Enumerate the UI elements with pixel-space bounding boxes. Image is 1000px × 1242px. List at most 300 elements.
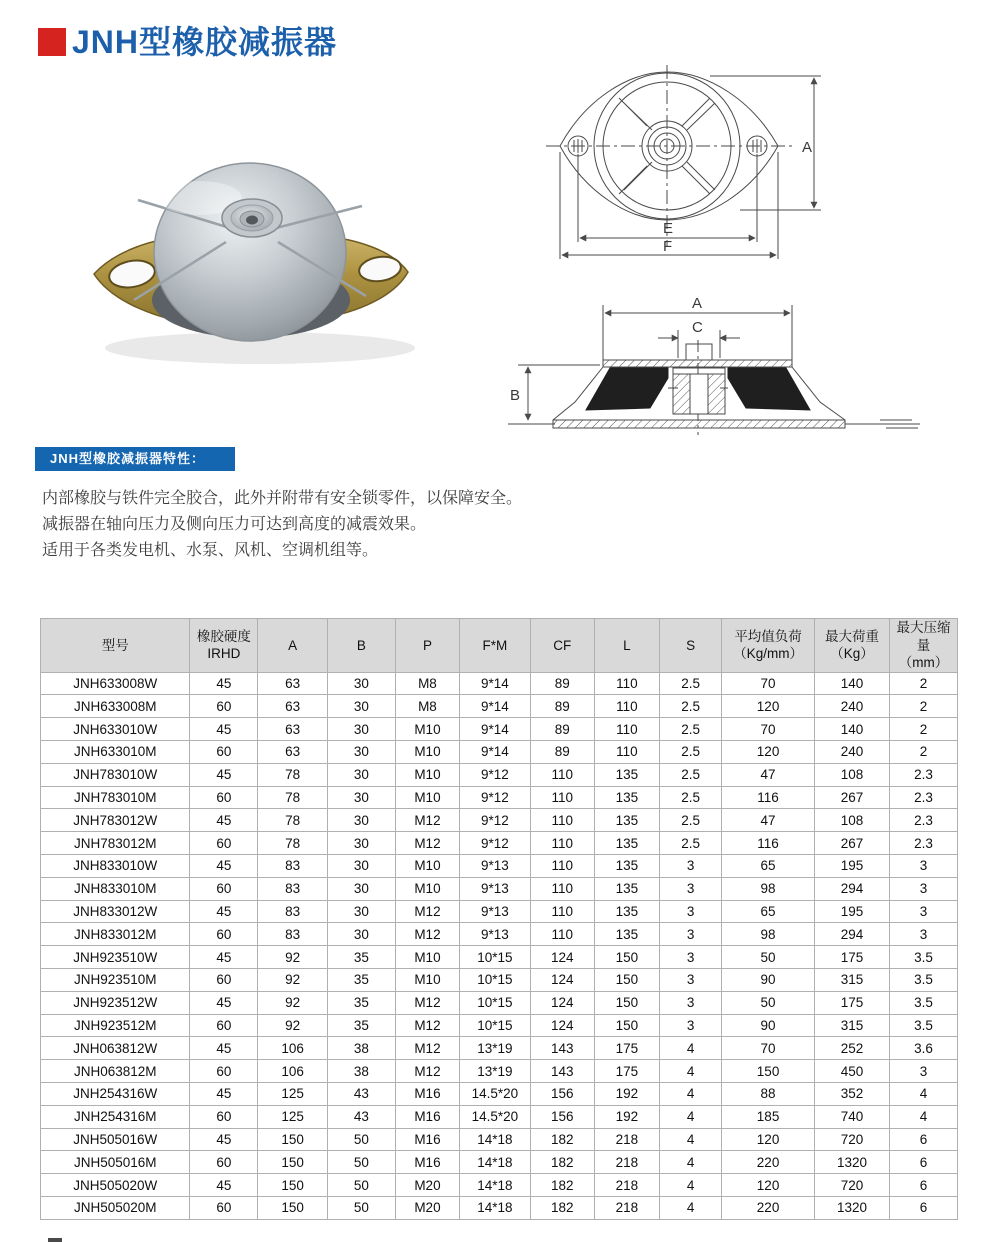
table-cell: 125 — [258, 1082, 328, 1105]
spec-table-head — [41, 619, 958, 673]
table-cell: 60 — [190, 877, 258, 900]
table-row — [41, 1196, 958, 1219]
table-cell: 110 — [594, 718, 659, 741]
table-cell: JNH783010M — [41, 786, 190, 809]
table-cell: M12 — [395, 900, 459, 923]
table-cell: 92 — [258, 1014, 328, 1037]
product-photo — [80, 150, 420, 380]
table-cell: 3 — [890, 900, 958, 923]
table-cell: 45 — [190, 763, 258, 786]
table-cell: JNH633008W — [41, 672, 190, 695]
table-cell: 150 — [258, 1151, 328, 1174]
table-cell: 192 — [594, 1105, 659, 1128]
table-cell: 2.5 — [659, 763, 721, 786]
dim-label-A: A — [802, 139, 813, 156]
table-cell: 47 — [722, 763, 815, 786]
table-cell: 9*13 — [460, 923, 531, 946]
table-cell: 45 — [190, 1037, 258, 1060]
table-cell: 195 — [814, 900, 889, 923]
table-cell: JNH923510M — [41, 969, 190, 992]
technical-drawing-section-view — [500, 282, 965, 440]
table-cell: JNH505020M — [41, 1196, 190, 1219]
table-cell: M8 — [395, 672, 459, 695]
table-cell: 9*12 — [460, 832, 531, 855]
table-cell: 50 — [328, 1128, 396, 1151]
table-row — [41, 1014, 958, 1037]
table-cell: 315 — [814, 969, 889, 992]
table-cell: 1320 — [814, 1151, 889, 1174]
table-cell: 88 — [722, 1082, 815, 1105]
table-cell: 35 — [328, 1014, 396, 1037]
table-cell: 63 — [258, 695, 328, 718]
table-cell: 124 — [530, 991, 594, 1014]
table-cell: 9*14 — [460, 718, 531, 741]
table-cell: 150 — [594, 946, 659, 969]
table-cell: JNH923512W — [41, 991, 190, 1014]
table-cell: 110 — [530, 786, 594, 809]
table-cell: 14*18 — [460, 1174, 531, 1197]
table-cell: 185 — [722, 1105, 815, 1128]
table-cell: 150 — [258, 1196, 328, 1219]
table-row — [41, 832, 958, 855]
column-header: 橡胶硬度 IRHD — [190, 619, 258, 673]
table-cell: 10*15 — [460, 1014, 531, 1037]
table-cell: JNH633008M — [41, 695, 190, 718]
table-cell: 45 — [190, 900, 258, 923]
table-cell: JNH063812M — [41, 1060, 190, 1083]
table-cell: 1320 — [814, 1196, 889, 1219]
table-cell: 83 — [258, 877, 328, 900]
table-cell: 135 — [594, 855, 659, 878]
table-cell: M16 — [395, 1151, 459, 1174]
table-cell: 45 — [190, 946, 258, 969]
table-row — [41, 1060, 958, 1083]
table-cell: 120 — [722, 695, 815, 718]
table-cell: 38 — [328, 1037, 396, 1060]
spec-table-container — [40, 618, 958, 1220]
table-row — [41, 1174, 958, 1197]
table-row — [41, 946, 958, 969]
table-cell: 9*14 — [460, 672, 531, 695]
table-cell: 30 — [328, 832, 396, 855]
table-cell: M8 — [395, 695, 459, 718]
table-row — [41, 695, 958, 718]
table-cell: JNH783012M — [41, 832, 190, 855]
table-cell: 120 — [722, 1174, 815, 1197]
table-cell: 89 — [530, 695, 594, 718]
table-cell: 218 — [594, 1151, 659, 1174]
table-cell: M12 — [395, 1014, 459, 1037]
table-cell: 45 — [190, 855, 258, 878]
dim-label-B: B — [510, 387, 521, 404]
table-cell: 3 — [659, 946, 721, 969]
table-cell: 30 — [328, 741, 396, 764]
table-cell: 14.5*20 — [460, 1082, 531, 1105]
page-title: JNH型橡胶减振器 — [72, 24, 338, 60]
table-cell: 150 — [594, 969, 659, 992]
table-cell: 35 — [328, 991, 396, 1014]
table-cell: 218 — [594, 1174, 659, 1197]
table-cell: 3 — [659, 1014, 721, 1037]
table-cell: 78 — [258, 763, 328, 786]
table-cell: 135 — [594, 900, 659, 923]
table-cell: JNH254316M — [41, 1105, 190, 1128]
table-cell: 30 — [328, 672, 396, 695]
table-cell: 175 — [814, 946, 889, 969]
table-cell: 43 — [328, 1082, 396, 1105]
table-cell: 14*18 — [460, 1151, 531, 1174]
table-row — [41, 877, 958, 900]
table-cell: 63 — [258, 741, 328, 764]
table-cell: 125 — [258, 1105, 328, 1128]
table-cell: 60 — [190, 969, 258, 992]
table-cell: JNH833010W — [41, 855, 190, 878]
table-cell: 182 — [530, 1128, 594, 1151]
table-cell: 6 — [890, 1151, 958, 1174]
table-cell: 60 — [190, 695, 258, 718]
table-cell: 182 — [530, 1174, 594, 1197]
table-cell: 30 — [328, 695, 396, 718]
table-cell: 140 — [814, 672, 889, 695]
table-cell: 45 — [190, 1174, 258, 1197]
table-cell: M16 — [395, 1082, 459, 1105]
table-cell: 3 — [890, 877, 958, 900]
page-header — [38, 26, 337, 58]
table-cell: M10 — [395, 763, 459, 786]
table-cell: 220 — [722, 1196, 815, 1219]
table-cell: 70 — [722, 672, 815, 695]
table-cell: 65 — [722, 900, 815, 923]
table-cell: 50 — [328, 1174, 396, 1197]
table-cell: 120 — [722, 1128, 815, 1151]
table-cell: 315 — [814, 1014, 889, 1037]
table-cell: 78 — [258, 832, 328, 855]
column-header: F*M — [460, 619, 531, 673]
table-cell: 90 — [722, 1014, 815, 1037]
table-cell: 720 — [814, 1174, 889, 1197]
table-row — [41, 1128, 958, 1151]
table-cell: 14*18 — [460, 1128, 531, 1151]
table-cell: 9*13 — [460, 855, 531, 878]
table-cell: 70 — [722, 718, 815, 741]
table-cell: 150 — [258, 1174, 328, 1197]
table-cell: JNH505020W — [41, 1174, 190, 1197]
table-cell: 116 — [722, 832, 815, 855]
table-cell: 740 — [814, 1105, 889, 1128]
table-cell: 110 — [530, 877, 594, 900]
table-cell: 150 — [594, 1014, 659, 1037]
table-cell: 4 — [659, 1060, 721, 1083]
table-cell: 50 — [328, 1196, 396, 1219]
table-cell: 30 — [328, 809, 396, 832]
description-line-3: 适用于各类发电机、水泵、风机、空调机组等。 — [42, 542, 379, 559]
table-cell: M10 — [395, 969, 459, 992]
column-header: P — [395, 619, 459, 673]
technical-drawing-top-view — [540, 62, 970, 267]
table-cell: 3.5 — [890, 991, 958, 1014]
table-row — [41, 763, 958, 786]
table-cell: 175 — [594, 1037, 659, 1060]
table-cell: JNH633010M — [41, 741, 190, 764]
table-cell: 3 — [659, 900, 721, 923]
table-cell: 9*12 — [460, 809, 531, 832]
table-cell: 65 — [722, 855, 815, 878]
table-cell: 47 — [722, 809, 815, 832]
table-cell: 4 — [659, 1151, 721, 1174]
table-cell: 110 — [530, 763, 594, 786]
table-cell: 60 — [190, 1105, 258, 1128]
column-header: 最大压缩量 （mm） — [890, 619, 958, 673]
table-cell: 60 — [190, 923, 258, 946]
table-cell: 14*18 — [460, 1196, 531, 1219]
table-cell: 70 — [722, 1037, 815, 1060]
table-cell: 9*13 — [460, 877, 531, 900]
table-cell: 720 — [814, 1128, 889, 1151]
table-cell: JNH833010M — [41, 877, 190, 900]
table-cell: JNH254316W — [41, 1082, 190, 1105]
partial-next-section-bullet-icon — [48, 1238, 62, 1242]
column-header: L — [594, 619, 659, 673]
table-cell: 6 — [890, 1128, 958, 1151]
table-cell: 192 — [594, 1082, 659, 1105]
table-cell: 83 — [258, 923, 328, 946]
table-cell: 3 — [890, 923, 958, 946]
table-cell: 89 — [530, 741, 594, 764]
table-cell: 10*15 — [460, 969, 531, 992]
table-cell: 135 — [594, 763, 659, 786]
table-cell: 2.5 — [659, 672, 721, 695]
table-cell: 150 — [594, 991, 659, 1014]
table-cell: M16 — [395, 1105, 459, 1128]
table-cell: 450 — [814, 1060, 889, 1083]
table-cell: 30 — [328, 855, 396, 878]
table-cell: 106 — [258, 1037, 328, 1060]
dim-label-A: A — [692, 295, 703, 312]
table-cell: 4 — [659, 1105, 721, 1128]
table-cell: M20 — [395, 1174, 459, 1197]
table-cell: M12 — [395, 809, 459, 832]
table-cell: 45 — [190, 718, 258, 741]
table-cell: 156 — [530, 1105, 594, 1128]
table-cell: 45 — [190, 991, 258, 1014]
table-cell: 3.6 — [890, 1037, 958, 1060]
table-cell: 45 — [190, 1128, 258, 1151]
table-cell: 6 — [890, 1174, 958, 1197]
table-row — [41, 923, 958, 946]
table-cell: 3 — [659, 991, 721, 1014]
table-cell: 92 — [258, 969, 328, 992]
table-cell: 30 — [328, 718, 396, 741]
table-cell: 124 — [530, 946, 594, 969]
column-header: A — [258, 619, 328, 673]
table-cell: 35 — [328, 969, 396, 992]
table-cell: 182 — [530, 1151, 594, 1174]
dim-label-F: F — [663, 238, 673, 255]
table-cell: 50 — [722, 991, 815, 1014]
top-view-drawing — [540, 62, 970, 267]
table-cell: 4 — [659, 1196, 721, 1219]
table-cell: 60 — [190, 741, 258, 764]
table-cell: 30 — [328, 923, 396, 946]
table-cell: 10*15 — [460, 991, 531, 1014]
table-row — [41, 1151, 958, 1174]
table-cell: 4 — [659, 1128, 721, 1151]
table-cell: 108 — [814, 809, 889, 832]
table-row — [41, 809, 958, 832]
table-cell: 38 — [328, 1060, 396, 1083]
table-cell: 2.3 — [890, 763, 958, 786]
table-cell: 60 — [190, 1196, 258, 1219]
table-cell: 63 — [258, 672, 328, 695]
column-header: 平均值负荷 （Kg/mm） — [722, 619, 815, 673]
table-cell: 3 — [659, 877, 721, 900]
table-cell: 135 — [594, 877, 659, 900]
table-cell: 110 — [594, 741, 659, 764]
table-cell: 110 — [530, 923, 594, 946]
table-cell: 135 — [594, 786, 659, 809]
table-cell: 135 — [594, 809, 659, 832]
table-cell: 4 — [890, 1082, 958, 1105]
table-cell: 60 — [190, 786, 258, 809]
table-cell: 124 — [530, 1014, 594, 1037]
table-cell: 218 — [594, 1128, 659, 1151]
features-banner: JNH型橡胶减振器特性： — [35, 447, 235, 471]
table-cell: 9*14 — [460, 741, 531, 764]
table-cell: 3.5 — [890, 1014, 958, 1037]
table-cell: 135 — [594, 832, 659, 855]
table-cell: 4 — [890, 1105, 958, 1128]
table-cell: M12 — [395, 1037, 459, 1060]
table-cell: 89 — [530, 718, 594, 741]
table-cell: 135 — [594, 923, 659, 946]
table-cell: 240 — [814, 695, 889, 718]
table-cell: 3.5 — [890, 946, 958, 969]
table-cell: JNH505016W — [41, 1128, 190, 1151]
table-cell: 2.5 — [659, 741, 721, 764]
table-cell: JNH833012W — [41, 900, 190, 923]
table-cell: 2.3 — [890, 809, 958, 832]
table-cell: 294 — [814, 923, 889, 946]
table-cell: 83 — [258, 855, 328, 878]
table-cell: 30 — [328, 877, 396, 900]
rubber-damper-photo — [80, 150, 420, 380]
table-cell: 252 — [814, 1037, 889, 1060]
table-cell: 195 — [814, 855, 889, 878]
table-cell: M10 — [395, 786, 459, 809]
table-cell: 2 — [890, 695, 958, 718]
table-cell: 78 — [258, 809, 328, 832]
table-cell: 4 — [659, 1174, 721, 1197]
table-cell: M12 — [395, 1060, 459, 1083]
table-row — [41, 969, 958, 992]
table-cell: M12 — [395, 923, 459, 946]
table-cell: 98 — [722, 923, 815, 946]
table-cell: 143 — [530, 1037, 594, 1060]
column-header: 型号 — [41, 619, 190, 673]
table-cell: 30 — [328, 786, 396, 809]
table-cell: 9*13 — [460, 900, 531, 923]
table-cell: 9*14 — [460, 695, 531, 718]
table-cell: 2 — [890, 741, 958, 764]
table-cell: M10 — [395, 741, 459, 764]
description-line-2: 减振器在轴向压力及侧向压力可达到高度的减震效果。 — [42, 516, 427, 533]
table-cell: 267 — [814, 832, 889, 855]
column-header: CF — [530, 619, 594, 673]
section-view-drawing — [500, 282, 965, 440]
table-cell: M20 — [395, 1196, 459, 1219]
table-cell: 90 — [722, 969, 815, 992]
column-header: B — [328, 619, 396, 673]
table-row — [41, 900, 958, 923]
table-cell: 150 — [722, 1060, 815, 1083]
table-cell: 294 — [814, 877, 889, 900]
table-cell: 60 — [190, 1060, 258, 1083]
table-cell: 3 — [659, 855, 721, 878]
table-cell: M10 — [395, 718, 459, 741]
table-cell: M16 — [395, 1128, 459, 1151]
table-row — [41, 718, 958, 741]
table-cell: 150 — [258, 1128, 328, 1151]
table-cell: 4 — [659, 1082, 721, 1105]
table-cell: 110 — [530, 809, 594, 832]
table-cell: 106 — [258, 1060, 328, 1083]
table-cell: 110 — [530, 832, 594, 855]
table-cell: 120 — [722, 741, 815, 764]
table-cell: 4 — [659, 1037, 721, 1060]
table-cell: 98 — [722, 877, 815, 900]
table-cell: 2.3 — [890, 786, 958, 809]
table-cell: 3 — [659, 923, 721, 946]
table-cell: 220 — [722, 1151, 815, 1174]
table-cell: 30 — [328, 900, 396, 923]
table-cell: 2.5 — [659, 718, 721, 741]
table-cell: M10 — [395, 855, 459, 878]
table-cell: 45 — [190, 1082, 258, 1105]
table-cell: 143 — [530, 1060, 594, 1083]
table-cell: 116 — [722, 786, 815, 809]
table-cell: 110 — [594, 695, 659, 718]
header-row — [41, 619, 958, 673]
table-cell: JNH063812W — [41, 1037, 190, 1060]
table-cell: JNH833012M — [41, 923, 190, 946]
table-row — [41, 1082, 958, 1105]
table-cell: 3 — [659, 969, 721, 992]
table-cell: 45 — [190, 809, 258, 832]
table-cell: 92 — [258, 946, 328, 969]
table-cell: 92 — [258, 991, 328, 1014]
table-cell: 63 — [258, 718, 328, 741]
table-cell: JNH923510W — [41, 946, 190, 969]
table-cell: 2 — [890, 672, 958, 695]
table-cell: 35 — [328, 946, 396, 969]
table-cell: 30 — [328, 763, 396, 786]
table-cell: 2.5 — [659, 786, 721, 809]
table-cell: 110 — [530, 900, 594, 923]
table-cell: 50 — [722, 946, 815, 969]
table-cell: 83 — [258, 900, 328, 923]
table-cell: 45 — [190, 672, 258, 695]
table-cell: 60 — [190, 1014, 258, 1037]
dim-label-C: C — [692, 319, 703, 336]
table-row — [41, 786, 958, 809]
table-cell: 2.5 — [659, 832, 721, 855]
table-cell: 156 — [530, 1082, 594, 1105]
spec-table — [40, 618, 958, 1220]
table-cell: 182 — [530, 1196, 594, 1219]
table-cell: 175 — [594, 1060, 659, 1083]
table-cell: 240 — [814, 741, 889, 764]
table-cell: M12 — [395, 991, 459, 1014]
